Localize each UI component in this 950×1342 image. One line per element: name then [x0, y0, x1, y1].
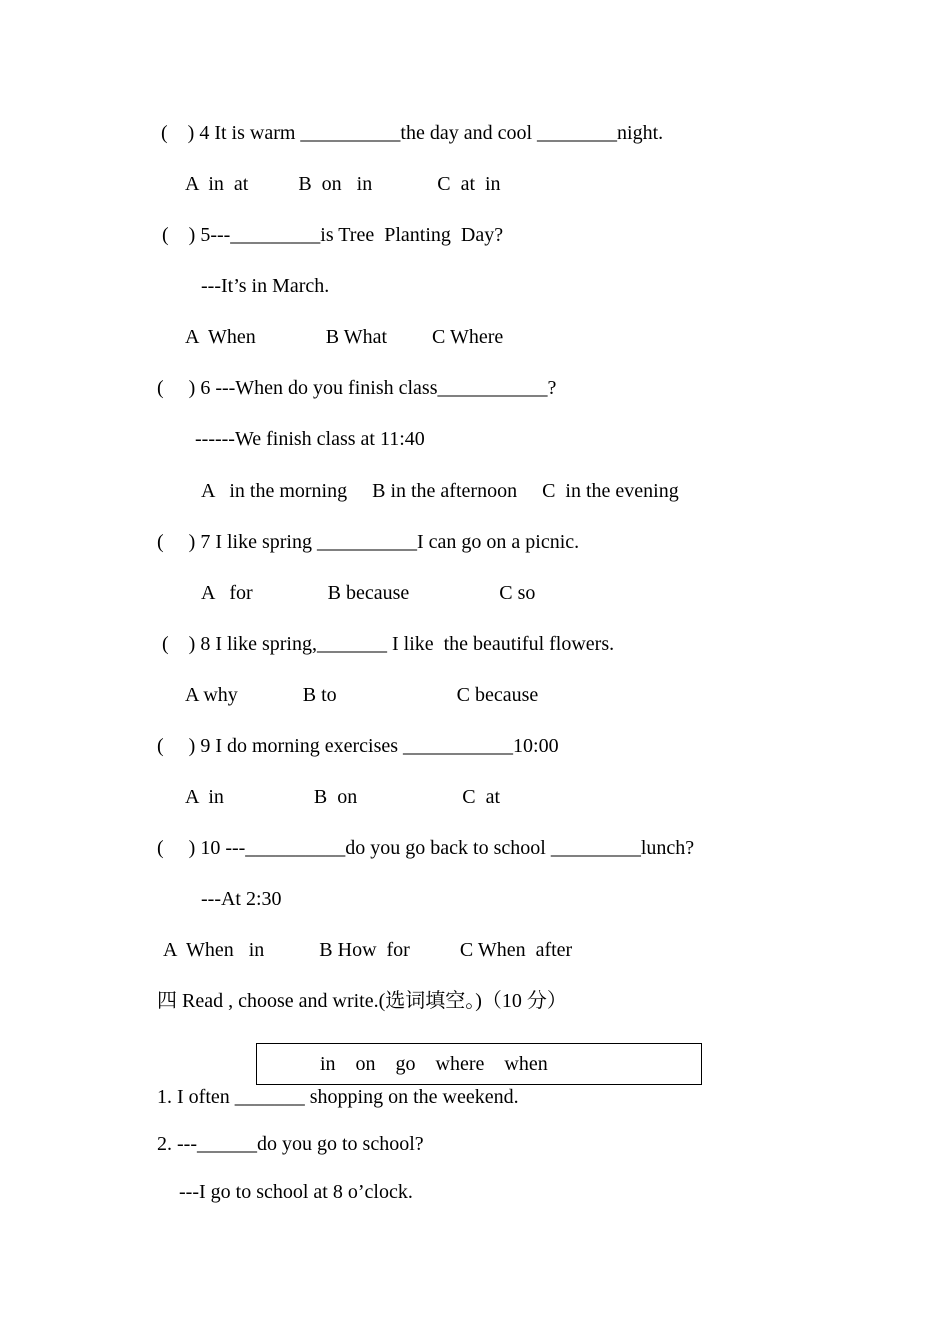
- question-5-options: A When B What C Where: [185, 326, 504, 348]
- question-9-stem: ( ) 9 I do morning exercises ___________10:00: [157, 735, 559, 757]
- question-6-answer: ------We finish class at 11:40: [195, 428, 425, 450]
- question-5-answer: ---It’s in March.: [201, 275, 330, 297]
- question-8-options: A why B to C because: [185, 684, 539, 706]
- question-10-answer: ---At 2:30: [201, 888, 282, 910]
- question-8-stem: ( ) 8 I like spring,_______ I like the beautiful flowers.: [162, 633, 615, 655]
- fill-item-1: 1. I often _______ shopping on the weekend.: [157, 1086, 519, 1108]
- question-10-stem: ( ) 10 ---__________do you go back to school _________lunch?: [157, 837, 695, 859]
- word-box-words: in on go where when: [320, 1053, 548, 1075]
- fill-item-2: 2. ---______do you go to school?: [157, 1133, 424, 1155]
- question-4-options: A in at B on in C at in: [185, 173, 501, 195]
- question-5-stem: ( ) 5---_________is Tree Planting Day?: [162, 224, 504, 246]
- fill-item-2-answer: ---I go to school at 8 o’clock.: [179, 1181, 413, 1203]
- question-9-options: A in B on C at: [185, 786, 501, 808]
- question-4-stem: ( ) 4 It is warm __________the day and cool ________night.: [161, 122, 664, 144]
- question-7-options: A for B because C so: [201, 582, 536, 604]
- question-10-options: A When in B How for C When after: [163, 939, 573, 961]
- section-4-title: 四 Read , choose and write.(选词填空。)（10 分）: [157, 990, 567, 1012]
- question-6-stem: ( ) 6 ---When do you finish class___________?: [157, 377, 557, 399]
- question-7-stem: ( ) 7 I like spring __________I can go on a picnic.: [157, 531, 580, 553]
- question-6-options: A in the morning B in the afternoon C in the evening: [201, 480, 679, 502]
